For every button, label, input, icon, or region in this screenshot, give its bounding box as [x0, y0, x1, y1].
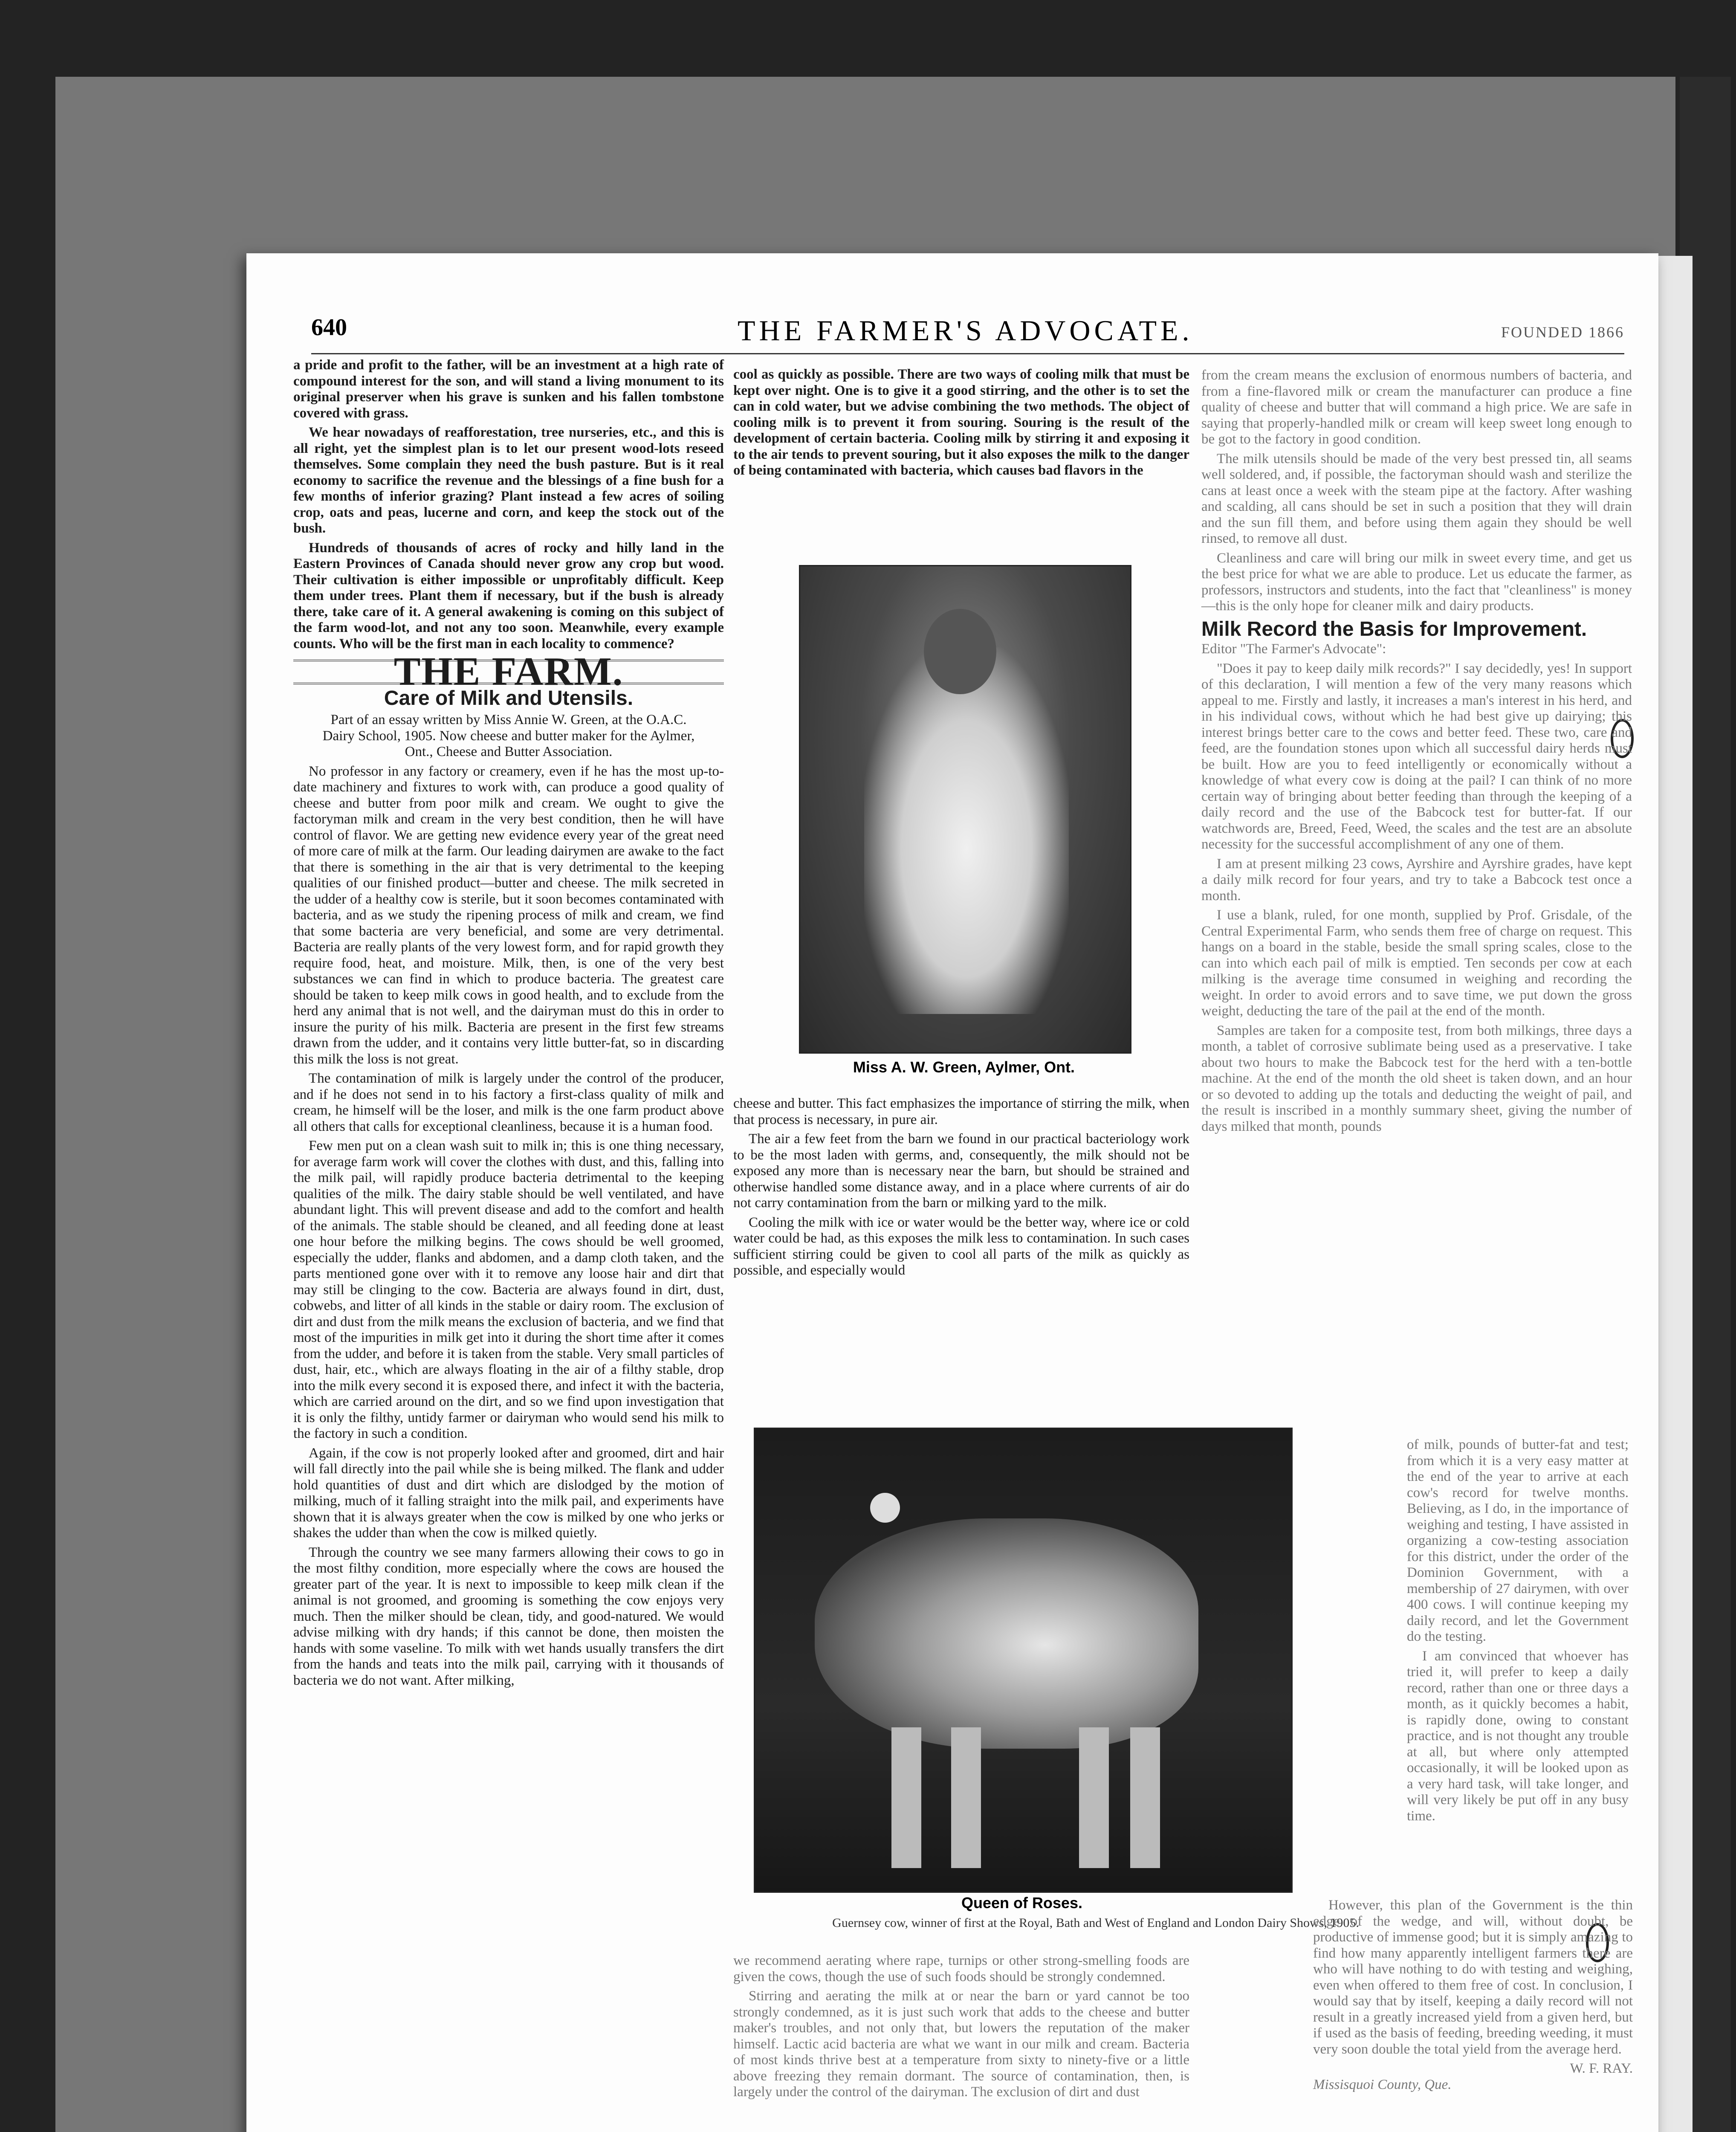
- portrait-photo: [799, 565, 1131, 1054]
- article-paragraph: from the cream means the exclusion of enormous numbers of bacteria, and from a fine-flavored milk or cream the manufacturer can produce a fine quality of cheese and butter that will command a high price. We are safe in saying that properly-handled milk or cream will keep sweet long enough to be got to the factory in good condition.: [1201, 368, 1632, 447]
- article-paragraph: Hundreds of thousands of acres of rocky and hilly land in the Eastern Provinces of Canada should never grow any crop but wood. Their cultivation is either impossible or unprofitably difficult. Keep them under trees. Plant them if necessary, but if the bush is already there, take care of it. A general awakening is coming on this subject of the farm wood-lot, and not any too soon. Meanwhile, every example counts. Who will be the first man in each locality to commence?: [293, 540, 724, 652]
- article-paragraph: I use a blank, ruled, for one month, supplied by Prof. Grisdale, of the Central Experimental Farm, who sends them free of charge on request. This hangs on a board in the stable, beside the small spring scales, close to the can into which each pail of milk is emptied. Ten seconds per cow at each milking is the average time consumed in weighing and recording the weight. In order to avoid errors and to save time, we put down the gross weight, deducting the tare of the pail at the end of the month.: [1201, 907, 1632, 1019]
- header-rule: [311, 353, 1624, 354]
- photo-cow-leg: [951, 1727, 981, 1868]
- photo-cow-leg: [1079, 1727, 1109, 1868]
- article-paragraph: Again, if the cow is not properly looked after and groomed, dirt and hair will fall directly into the pail while she is being milked. The flank and udder hold quantities of dust and dirt which are dislodged by the motion of milking, much of it falling straight into the milk pail, and experiments have shown that it is always greater when the cow is milked by one who jerks or shakes the udder than when the cow is milked quietly.: [293, 1445, 724, 1541]
- article-paragraph: cheese and butter. This fact emphasizes the importance of stirring the milk, when that process is necessary, in pure air.: [733, 1096, 1189, 1127]
- article-paragraph: Cooling the milk with ice or water would be the better way, where ice or cold water could be had, as this exposes the milk less to contamination. In such cases sufficient stirring could be given to cool all parts of the milk as quickly as possible, and especially would: [733, 1214, 1189, 1278]
- photo-cow: [815, 1518, 1198, 1749]
- article-paragraph: I am at present milking 23 cows, Ayrshire and Ayrshire grades, have kept a daily milk record for four years, and try to take a Babcock test once a month.: [1201, 856, 1632, 904]
- column-left: [293, 357, 724, 1692]
- article-paragraph: However, this plan of the Government is the thin edge of the wedge, and will, without doubt, be productive of immense good; but it is simply amazing to find how many apparently intelligent farmers there are who will have nothing to do with testing and weighing, even when offered to them free of cost. In conclusion, I would say that by itself, keeping a daily record will not result in a greatly increased yield from a given herd, but if used as the basis of feeding, breeding weeding, it must very soon double the total yield from the average herd.: [1313, 1897, 1633, 2057]
- article-paragraph: The air a few feet from the barn we found in our practical bacteriology work to be the most laden with germs, and, consequently, the milk should not be exposed any more than is necessary near the barn, but should be strained and otherwise handled some distance away, and in a place where currents of air do not carry contamination from the barn or milking yard to the milk.: [733, 1131, 1189, 1211]
- article-intro: Part of an essay written by Miss Annie W. Green, at the O.A.C. Dairy School, 1905. Now cheese and butter maker for the Aylmer, Ont., Cheese and Butter Association.: [322, 712, 695, 759]
- article-paragraph: We hear nowadays of reafforestation, tree nurseries, etc., and this is all right, yet the simplest plan is to let our present wood-lots reseed themselves. Some complain they need the bush pasture. But is it real economy to sacrifice the revenue and the blessings of a fine bush for a few months of inferior grazing? Plant instead a few acres of soiling crop, oats and peas, lucerne and corn, and keep the stock out of the bush.: [293, 425, 724, 536]
- cow-photo: [754, 1428, 1293, 1893]
- article-paragraph: "Does it pay to keep daily milk records?" I say decidedly, yes! In support of this declaration, I will mention a few of the very many reasons which appeal to me. Firstly and lastly, it increases a man's interest in his herd, and in his individual cows, without which he had best give up dairying; this interest brings better care to the cows and better feed. These two, care and feed, are the foundation stones upon which all successful dairy herds must be built. How are you to feed intelligently or economically without a knowledge of what every cow is doing at the pail? I can think of no more certain way of bringing about better feeding than through the keeping of a daily record and the use of the Babcock test for butter-fat. If our watchwords are, Breed, Feed, Weed, the scales and the test are an absolute necessity for the successful accomplishment of any one of them.: [1201, 660, 1632, 852]
- article-paragraph: Samples are taken for a composite test, from both milkings, three days a month, a tablet of corrosive sublimate being used as a preservative. I take about two hours to make the Babcock test for the herd with a ten-bottle machine. At the end of the month the old sheet is taken down, and an hour or so devoted to adding up the totals and deducting the weight of pail, and the result is inscribed in a monthly summary sheet, giving the number of days milked that month, pounds: [1201, 1023, 1632, 1134]
- section-header-box: [293, 649, 724, 694]
- article-paragraph: The milk utensils should be made of the very best pressed tin, all seams well soldered, and, if possible, the factoryman should wash and sterilize the cans at least once a week with the steam pipe at the factory. After washing and scalding, all cans should be set in such a position that they will drain and the sun fill them, and before using them again they should be well rinsed, to remove all dust.: [1201, 451, 1632, 546]
- photo-cow-leg: [891, 1727, 921, 1868]
- photo-cow-leg: [1130, 1727, 1160, 1868]
- column-middle: [733, 367, 1189, 482]
- photo-figure-head: [924, 609, 996, 694]
- article-paragraph: Through the country we see many farmers allowing their cows to go in the most filthy condition, more especially where the cows are housed the greater part of the year. It is next to impossible to keep milk clean if the animal is not groomed, and grooming is something the cow enjoys very much. Then the milker should be clean, tidy, and good-natured. We would advise milking with dry hands; if this cannot be done, then moisten the hands with some vaseline. To milk with wet hands usually transfers the dirt from the hands and teats into the milk pail, carrying with it thousands of bacteria we do not want. After milking,: [293, 1544, 724, 1688]
- article-paragraph: Stirring and aerating the milk at or near the barn or yard cannot be too strongly condemned, as it is just such work that adds to the cheese and butter maker's troubles, and not only that, but lowers the reputation of the maker himself. Lactic acid bacteria are what we want in our milk and cream. Bacteria of most kinds thrive best at a temperature from sixty to ninety-five or a little above freezing they remain dormant. The source of contamination, then, is largely under the control of the dairyman. The exclusion of dirt and dust: [733, 1988, 1189, 2100]
- column-right: [1201, 368, 1632, 1138]
- prize-rosette-icon: [870, 1493, 900, 1523]
- article-headline: Milk Record the Basis for Improvement.: [1201, 617, 1587, 640]
- article-paragraph: Few men put on a clean wash suit to milk in; this is one thing necessary, for average farm work will cover the clothes with dust, and this, falling into the milk pail, will rapidly produce bacteria detrimental to the keeping qualities of the milk. The dairy stable should be well ventilated, and have abundant light. This will prevent disease and add to the comfort and health of the animals. The stable should be cleaned, and all feeding done at least one hour before the milking begins. The cows should be well groomed, especially the udder, flanks and abdomen, and a damp cloth taken, and the parts mentioned gone over with it to remove any loose hair and dirt that may still be clinging to the cow. Bacteria are always found in dirt, dust, cobwebs, and litter of all kinds in the stable or dairy room. The exclusion of dirt and dust from the milk means the exclusion of bacteria, and we find that most of the impurities in milk get into it during the short time after it comes from the udder, and before it is taken from the stable. Very small particles of dust, hair, etc., which are always floating in the air of a filthy stable, drop into the milk every second it is exposed there, and infect it with the bacteria, which are carried around on the dirt, and so we find upon investigation that it is only the filthy, untidy farmer or dairyman who would send his milk to the factory in such a condition.: [293, 1138, 724, 1441]
- author-location: Missisquoi County, Que.: [1313, 2077, 1452, 2092]
- author-signature: W. F. RAY.: [1570, 2061, 1633, 2076]
- article-paragraph: we recommend aerating where rape, turnips or other strong-smelling foods are given the cows, though the use of such foods should be strongly condemned.: [733, 1953, 1189, 1984]
- article-salutation: Editor "The Farmer's Advocate":: [1201, 641, 1386, 657]
- masthead: THE FARMER'S ADVOCATE.: [738, 314, 1193, 347]
- column-right-bottom: [1313, 1897, 1633, 2093]
- article-paragraph: I am convinced that whoever has tried it, will prefer to keep a daily record, rather than one or three days a month, as it quickly becomes a habit, is rapidly done, owing to constant practice, and is not thought any trouble at all, but where only attempted occasionally, it will be looked upon as a very hard task, will take longer, and will very likely be put off in any busy time.: [1407, 1648, 1629, 1824]
- article-paragraph: cool as quickly as possible. There are two ways of cooling milk that must be kept over night. One is to give it a good stirring, and the other is to set the can in cold water, but we advise combining the two methods. The object of cooling milk is to prevent it from souring. Souring is the result of the development of certain bacteria. Cooling milk by stirring it and exposing it to the air tends to prevent souring, but it also exposes the milk to the danger of being contaminated with bacteria, which causes bad flavors in the: [733, 367, 1189, 478]
- column-middle-continued: [733, 1096, 1189, 1282]
- section-title: THE FARM.: [393, 649, 624, 694]
- article-paragraph: No professor in any factory or creamery, even if he has the most up-to-date machinery and fixtures to work with, can produce a good quality of cheese and butter from poor milk and cream. We ought to give the factoryman milk and cream in the very best condition, then he will have control of flavor. We are getting new evidence every year of the great need of more care of milk at the farm. Our leading dairymen are awake to the fact that there is something in the air that is very detrimental to the keeping qualities of our finished product—butter and cheese. The milk secreted in the udder of a healthy cow is sterile, but it soon becomes contaminated with bacteria, and as we study the ripening process of milk and cream, we find that some bacteria are very beneficial, and some are very detrimental. Bacteria are really plants of the very lowest form, and for rapid growth they require food, heat, and moisture. Milk, then, is one of the very best substances we can find in which to produce bacteria. The greatest care should be taken to keep milk cows in good health, and to exclude from the herd any animal that is not well, and the dairyman must do this in order to insure the purity of his milk. Bacteria are present in the first few streams drawn from the udder, and it contains very little butter-fat, so in discarding this milk the loss is not great.: [293, 763, 724, 1067]
- article-headline: Care of Milk and Utensils.: [384, 687, 634, 710]
- column-middle-bottom: [733, 1953, 1189, 2104]
- column-right-narrow: [1407, 1437, 1629, 1828]
- page-number: 640: [311, 314, 347, 341]
- photo-caption: Miss A. W. Green, Aylmer, Ont.: [853, 1058, 1075, 1076]
- article-paragraph: The contamination of milk is largely under the control of the producer, and if he does not send in to his factory a first-class quality of milk and cream, he himself will be the loser, and milk is the one farm product above all others that calls for exceptional cleanliness, because it is a human food.: [293, 1071, 724, 1134]
- article-paragraph: of milk, pounds of butter-fat and test; from which it is a very easy matter at the end of the year to arrive at each cow's record for twelve months. Believing, as I do, in the importance of weighing and testing, I have assisted in organizing a cow-testing association for this district, under the order of the Dominion Government, with a membership of 27 dairymen, with over 400 cows. I will continue keeping my daily record, and let the Government do the testing.: [1407, 1437, 1629, 1644]
- article-paragraph: a pride and profit to the father, will be an investment at a high rate of compound interest for the son, and will stand a living monument to its original preserver when his grave is sunken and his fallen tombstone covered with grass.: [293, 357, 724, 421]
- photo-caption: Queen of Roses.: [961, 1894, 1083, 1912]
- article-paragraph: Cleanliness and care will bring our milk in sweet every time, and get us the best price for what we are able to produce. Let us educate the farmer, as professors, instructors and students, into the fact that "cleanliness" is money—this is the only hope for cleaner milk and dairy products.: [1201, 550, 1632, 614]
- founded-label: FOUNDED 1866: [1501, 324, 1624, 341]
- photo-figure: [864, 647, 1069, 1014]
- photo-caption-detail: Guernsey cow, winner of first at the Royal, Bath and West of England and London Dairy Shows, 1905.: [832, 1916, 1359, 1930]
